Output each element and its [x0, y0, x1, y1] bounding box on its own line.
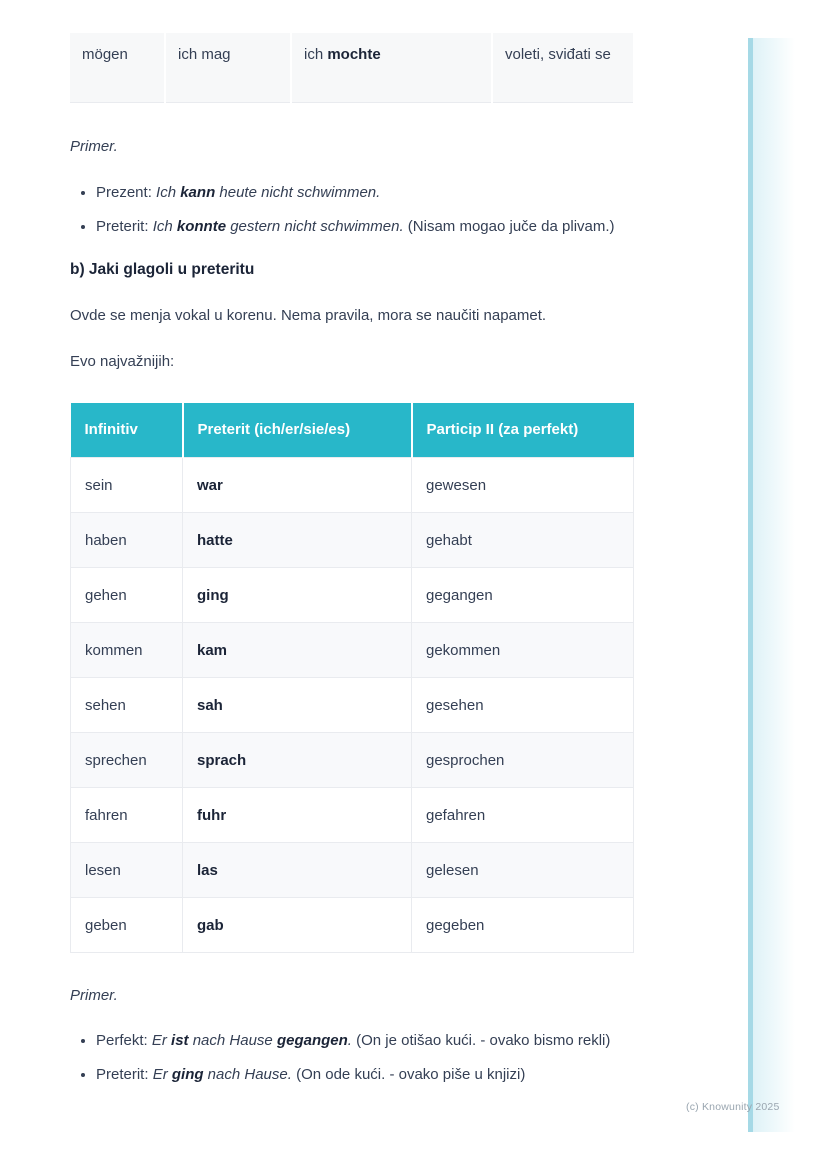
- cell-preterit: fuhr: [183, 788, 412, 843]
- examples-list-1: [70, 179, 633, 241]
- cell-infinitiv: fahren: [71, 788, 183, 843]
- cell-infinitiv: gehen: [71, 568, 183, 623]
- table-cell-preterit: ich mochte: [291, 33, 492, 102]
- cell-particip: gesehen: [412, 678, 634, 733]
- cell-particip: gesprochen: [412, 733, 634, 788]
- table-row: [71, 513, 634, 568]
- cell-preterit: las: [183, 843, 412, 898]
- cell-preterit: war: [183, 458, 412, 513]
- cell-preterit: sah: [183, 678, 412, 733]
- cell-infinitiv: geben: [71, 898, 183, 953]
- header-particip: Particip II (za perfekt): [412, 403, 634, 458]
- table-cell-prezent: ich mag: [165, 33, 291, 102]
- cell-particip: gelesen: [412, 843, 634, 898]
- list-item: • Preterit: Er ging nach Hause. (On ode kući. - ovako piše u knjizi): [96, 1061, 633, 1089]
- cell-preterit: hatte: [183, 513, 412, 568]
- paragraph-rule: Ovde se menja vokal u korenu. Nema pravila, mora se naučiti napamet.: [70, 306, 547, 324]
- list-item: • Perfekt: Er ist nach Hause gegangen. (On je otišao kući. - ovako bismo rekli): [96, 1027, 633, 1055]
- document-content: [70, 0, 633, 1095]
- cell-preterit: kam: [183, 623, 412, 678]
- table-row: [71, 898, 634, 953]
- cell-infinitiv: kommen: [71, 623, 183, 678]
- table-row: [71, 458, 634, 513]
- table-row: [71, 568, 634, 623]
- primer-label-2: Primer.: [70, 987, 118, 1004]
- paragraph-intro: Evo najvažnijih:: [70, 352, 175, 370]
- table-row: [71, 733, 634, 788]
- section-subheading: b) Jaki glagoli u preteritu: [70, 260, 255, 278]
- cell-preterit: gab: [183, 898, 412, 953]
- modal-verbs-table-partial: [70, 33, 633, 103]
- cell-infinitiv: sehen: [71, 678, 183, 733]
- table-cell-infinitiv: mögen: [70, 33, 165, 102]
- table-row: [71, 678, 634, 733]
- table-row: [71, 788, 634, 843]
- primer-label-1: Primer.: [70, 137, 118, 155]
- cell-particip: gehabt: [412, 513, 634, 568]
- cell-particip: gegangen: [412, 568, 634, 623]
- strong-verbs-table: [70, 403, 634, 954]
- table-row: [71, 843, 634, 898]
- cell-preterit: sprach: [183, 733, 412, 788]
- cell-infinitiv: sprechen: [71, 733, 183, 788]
- cell-infinitiv: sein: [71, 458, 183, 513]
- examples-list-2: [70, 1027, 633, 1089]
- table-cell-meaning: voleti, sviđati se: [492, 33, 633, 102]
- table-header-row: [71, 403, 634, 458]
- header-preterit: Preterit (ich/er/sie/es): [183, 403, 412, 458]
- table-row: [71, 623, 634, 678]
- cell-infinitiv: lesen: [71, 843, 183, 898]
- cell-particip: gefahren: [412, 788, 634, 843]
- table-row: [70, 33, 633, 102]
- list-item: • Preterit: Ich konnte gestern nicht schwimmen. (Nisam mogao juče da plivam.): [96, 213, 633, 241]
- header-infinitiv: Infinitiv: [71, 403, 183, 458]
- cell-preterit: ging: [183, 568, 412, 623]
- right-accent-bar: [753, 38, 795, 1132]
- cell-particip: gegeben: [412, 898, 634, 953]
- list-item: • Prezent: Ich kann heute nicht schwimmen.: [96, 179, 633, 207]
- cell-particip: gekommen: [412, 623, 634, 678]
- cell-particip: gewesen: [412, 458, 634, 513]
- copyright-watermark: (c) Knowunity 2025: [686, 1101, 780, 1113]
- cell-infinitiv: haben: [71, 513, 183, 568]
